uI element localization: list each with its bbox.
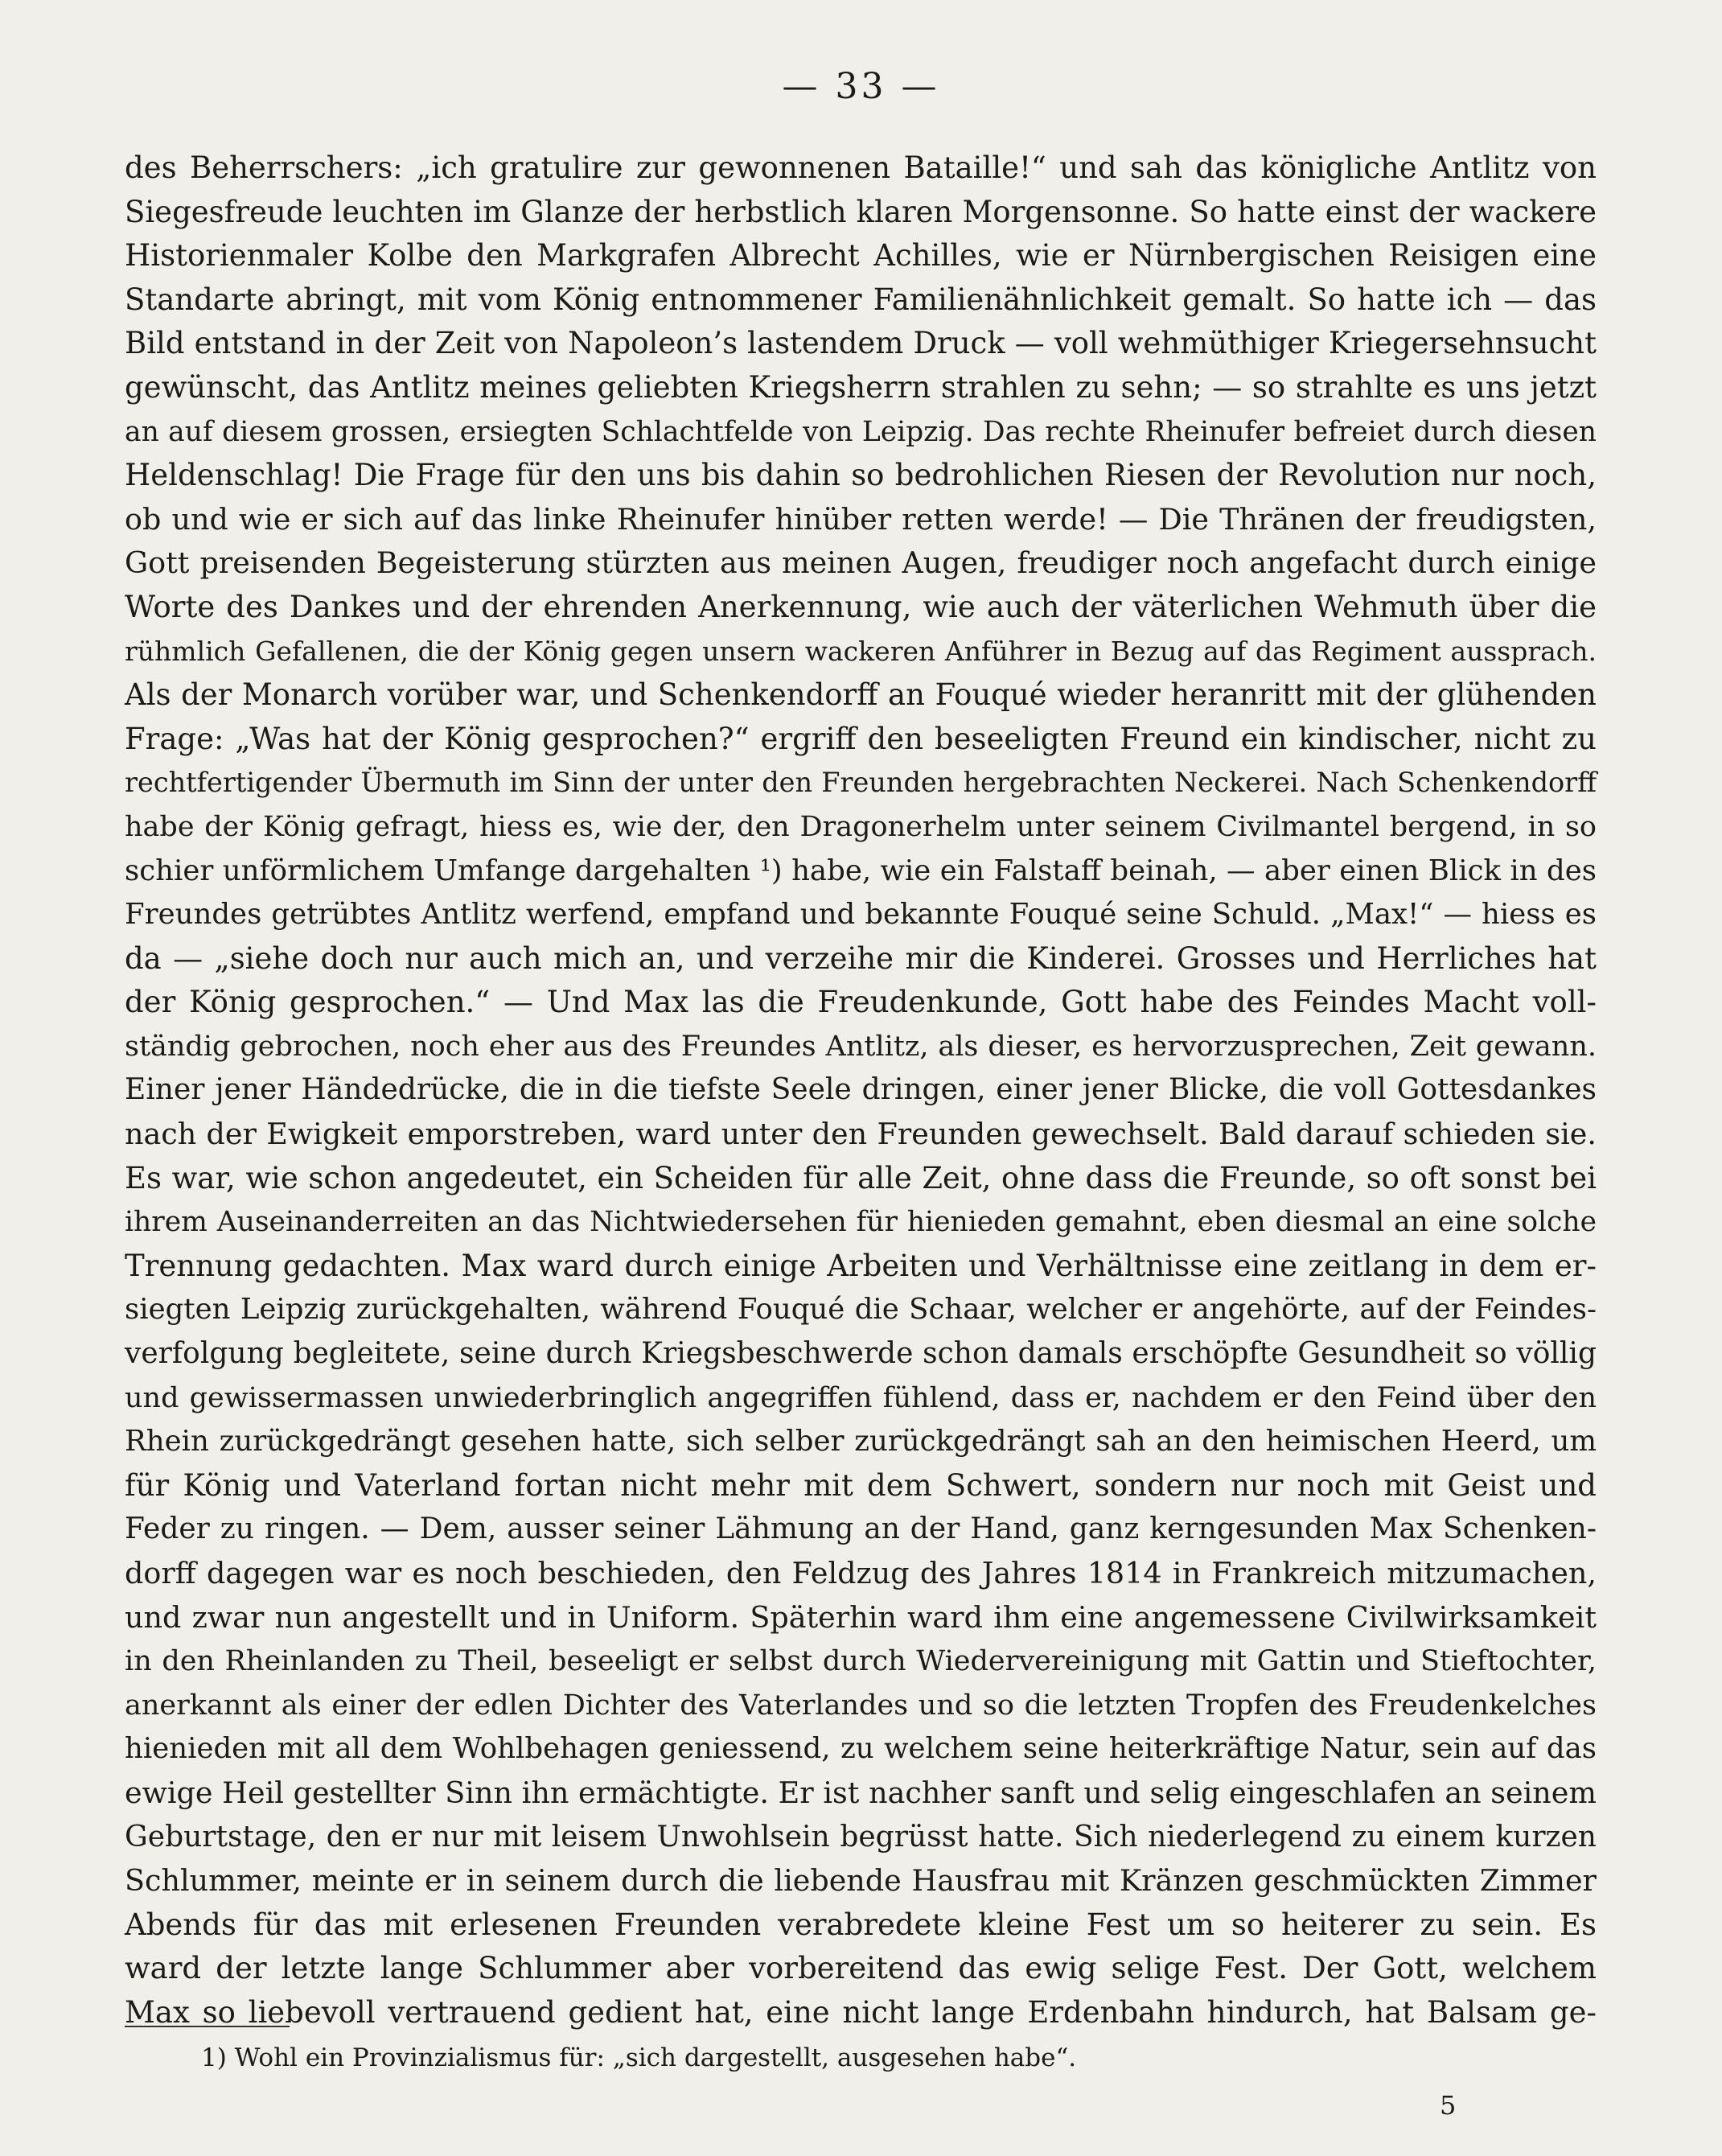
text-line: Geburtstage, den er nur mit leisem Unwohlsein begrüsst hatte. Sich niederlegend zu einem kurzen [125, 1820, 1597, 1854]
text-line: an auf diesem grossen, ersiegten Schlachtfelde von Leipzig. Das rechte Rheinufer befreiet durch diesen [125, 415, 1597, 448]
footnote: 1) Wohl ein Provinzialismus für: „sich dargestellt, ausgesehen habe“. [201, 2043, 1077, 2072]
text-line: habe der König gefragt, hiess es, wie der, den Dragonerhelm unter seinem Civilmantel bergend, in so [125, 810, 1597, 843]
text-line: Heldenschlag! Die Frage für den uns bis dahin so bedrohlichen Riesen der Revolution nur noch, [125, 458, 1597, 493]
text-line: schier unförmlichem Umfange dargehalten ¹) habe, wie ein Falstaff beinah, — aber einen Blick in des [125, 854, 1597, 887]
text-line: Freundes getrübtes Antlitz werfend, empfand und bekannte Fouqué seine Schuld. „Max!“ — hiess es [125, 898, 1597, 932]
text-line: hienieden mit all dem Wohlbehagen geniessend, zu welchem seine heiterkräftige Natur, sein auf das [125, 1732, 1597, 1766]
text-line: Bild entstand in der Zeit von Napoleon’s lastendem Druck — voll wehmüthiger Kriegersehnsucht [125, 326, 1597, 361]
text-line: Gott preisenden Begeisterung stürzten aus meinen Augen, freudiger noch angefacht durch einige [125, 545, 1597, 581]
text-line: anerkannt als einer der edlen Dichter des Vaterlandes und so die letzten Tropfen des Freudenkelches [125, 1689, 1597, 1722]
text-line: ward der letzte lange Schlummer aber vorbereitend das ewig selige Fest. Der Gott, welchem [125, 1951, 1597, 1986]
text-line: ihrem Auseinanderreiten an das Nichtwiedersehen für hienieden gemahnt, eben diesmal an eine solche [125, 1206, 1597, 1239]
text-line: Max so liebevoll vertrauend gedient hat, eine nicht lange Erdenbahn hindurch, hat Balsam ge- [125, 1994, 1597, 2030]
text-line: siegten Leipzig zurückgehalten, während Fouqué die Schaar, welcher er angehörte, auf der Feindes- [125, 1293, 1597, 1327]
text-line: Trennung gedachten. Max ward durch einige Arbeiten und Verhältnisse eine zeitlang in dem er- [125, 1248, 1597, 1283]
text-line: da — „siehe doch nur auch mich an, und verzeihe mir die Kinderei. Grosses und Herrliches hat [125, 940, 1597, 976]
body-text [125, 146, 1597, 2035]
text-line: der König gesprochen.“ — Und Max las die Freudenkunde, Gott habe des Feindes Macht voll- [125, 985, 1597, 1020]
text-line: Standarte abringt, mit vom König entnommener Familienähnlichkeit gemalt. So hatte ich — das [125, 282, 1597, 317]
text-line: Als der Monarch vorüber war, und Schenkendorff an Fouqué wieder heranritt mit der glühenden [125, 677, 1597, 713]
text-line: Frage: „Was hat der König gesprochen?“ ergriff den beseeligten Freund ein kindischer, nicht zu [125, 721, 1597, 756]
text-line: nach der Ewigkeit emporstreben, ward unter den Freunden gewechselt. Bald darauf schieden sie. [125, 1117, 1597, 1152]
signature-mark: 5 [1440, 2090, 1457, 2121]
text-line: Rhein zurückgedrängt gesehen hatte, sich selber zurückgedrängt sah an den heimischen Heerd, um [125, 1425, 1597, 1459]
text-line: Worte des Dankes und der ehrenden Anerkennung, wie auch der väterlichen Wehmuth über die [125, 589, 1597, 624]
text-line: ewige Heil gestellter Sinn ihn ermächtigte. Er ist nachher sanft und selig eingeschlafen an seinem [125, 1775, 1597, 1810]
text-line: ob und wie er sich auf das linke Rheinufer hinüber retten werde! — Die Thränen der freudigsten, [125, 501, 1597, 537]
text-line: Siegesfreude leuchten im Glanze der herbstlich klaren Morgensonne. So hatte einst der wackere [125, 194, 1597, 229]
text-line: und gewissermassen unwiederbringlich angegriffen fühlend, dass er, nachdem er den Feind über den [125, 1381, 1597, 1414]
text-line: und zwar nun angestellt und in Uniform. Späterhin ward ihm eine angemessene Civilwirksamkeit [125, 1599, 1597, 1635]
text-line: rechtfertigender Übermuth im Sinn der unter den Freunden hergebrachten Neckerei. Nach Schenkendorff [125, 767, 1597, 799]
page-number: — 33 — [782, 66, 940, 107]
text-line: ständig gebrochen, noch eher aus des Freundes Antlitz, als dieser, es hervorzusprechen, Zeit gewann. [125, 1030, 1597, 1063]
text-line: gewünscht, das Antlitz meines geliebten Kriegsherrn strahlen zu sehn; — so strahlte es uns jetzt [125, 369, 1597, 405]
text-line: verfolgung begleitete, seine durch Kriegsbeschwerde schon damals erschöpfte Gesundheit so völlig [125, 1337, 1597, 1371]
text-line: für König und Vaterland fortan nicht mehr mit dem Schwert, sondern nur noch mit Geist und [125, 1467, 1597, 1503]
footnote-rule [125, 2026, 290, 2027]
text-line: Feder zu ringen. — Dem, ausser seiner Lähmung an der Hand, ganz kerngesunden Max Schenken- [125, 1512, 1597, 1546]
text-line: in den Rheinlanden zu Theil, beseeligt er selbst durch Wiedervereinigung mit Gattin und Stieftochter, [125, 1645, 1597, 1678]
text-line: rühmlich Gefallenen, die der König gegen unsern wackeren Anführer in Bezug auf das Regiment aussprach. [125, 635, 1597, 667]
text-line: des Beherrschers: „ich gratulire zur gewonnenen Bataille!“ und sah das königliche Antlitz von [125, 150, 1597, 185]
text-line: Schlummer, meinte er in seinem durch die liebende Hausfrau mit Kränzen geschmückten Zimmer [125, 1863, 1597, 1899]
text-line: Einer jener Händedrücke, die in die tiefste Seele dringen, einer jener Blicke, die voll Gottesdankes [125, 1073, 1597, 1107]
text-line: Historienmaler Kolbe den Markgrafen Albrecht Achilles, wie er Nürnbergischen Reisigen eine [125, 238, 1597, 274]
text-line: Abends für das mit erlesenen Freunden verabredete kleine Fest um so heiterer zu sein. Es [125, 1907, 1597, 1942]
text-line: Es war, wie schon angedeutet, ein Scheiden für alle Zeit, ohne dass die Freunde, so oft sonst bei [125, 1160, 1597, 1195]
text-line: dorff dagegen war es noch beschieden, den Feldzug des Jahres 1814 in Frankreich mitzumachen, [125, 1556, 1597, 1590]
